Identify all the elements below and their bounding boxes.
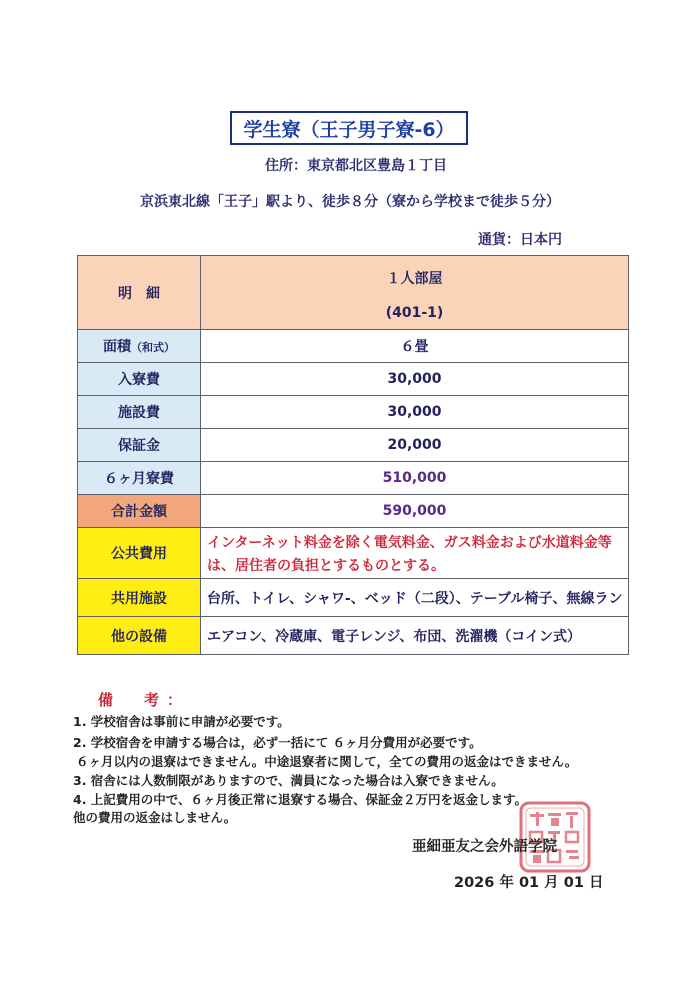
remarks-title: 備 考： bbox=[98, 691, 191, 709]
row-value-entry-fee: 30,000 bbox=[201, 363, 629, 396]
table-row bbox=[78, 462, 629, 495]
table-row bbox=[78, 363, 629, 396]
remark-line: ６ヶ月以内の退寮はできません。中途退寮者に関して，全ての費用の返金はできません。 bbox=[76, 754, 578, 769]
row-label-other-equipment: 他の設備 bbox=[78, 617, 201, 655]
room-type: １人部屋 bbox=[386, 271, 443, 287]
issue-date: 2026 年 01 月 01 日 bbox=[454, 875, 604, 891]
row-label-total: 合計金額 bbox=[78, 495, 201, 528]
row-value-deposit: 20,000 bbox=[201, 429, 629, 462]
row-label-six-month-fee: ６ヶ月寮費 bbox=[78, 462, 201, 495]
table-row bbox=[78, 617, 629, 655]
row-value-shared-facilities: 台所、トイレ、シャワ-、ベッド（二段）、テーブル椅子、無線ラン bbox=[201, 579, 629, 617]
row-value-utilities bbox=[201, 528, 629, 579]
room-number: (401-1) bbox=[385, 305, 444, 321]
row-label-deposit: 保証金 bbox=[78, 429, 201, 462]
remark-line: 2. 学校宿舎を申請する場合は，必ず一括にて ６ヶ月分費用が必要です。 bbox=[73, 735, 482, 750]
row-label-area bbox=[78, 330, 201, 363]
remark-line: 他の費用の返金はしません。 bbox=[73, 810, 237, 825]
row-value-facility-fee: 30,000 bbox=[201, 396, 629, 429]
school-name: 亜細亜友之会外語学院 bbox=[412, 839, 557, 855]
room-header bbox=[201, 256, 629, 330]
currency-text: 通貨：日本円 bbox=[478, 232, 562, 248]
table-row bbox=[78, 429, 629, 462]
fee-table bbox=[77, 255, 629, 655]
row-value-area: ６畳 bbox=[201, 330, 629, 363]
header-label: 明 細 bbox=[78, 256, 201, 330]
row-value-six-month-fee: 510,000 bbox=[201, 462, 629, 495]
row-label-utilities: 公共費用 bbox=[78, 528, 201, 579]
page-title: 学生寮（王子男子寮-6） bbox=[230, 111, 468, 145]
table-row bbox=[78, 528, 629, 579]
row-label-shared-facilities: 共用施設 bbox=[78, 579, 201, 617]
remark-line: 3. 宿舎には人数制限がありますので、満員になった場合は入寮できません。 bbox=[73, 773, 504, 788]
row-label-facility-fee: 施設費 bbox=[78, 396, 201, 429]
remark-line: 4. 上記費用の中で、６ヶ月後正常に退寮する場合、保証金２万円を返金します。 bbox=[73, 792, 528, 807]
table-row bbox=[78, 495, 629, 528]
area-label-note: （和式） bbox=[131, 341, 175, 354]
utilities-line-1: インターネット料金を除く電気料金、ガス料金および水道料金等 bbox=[207, 534, 612, 551]
table-row bbox=[78, 396, 629, 429]
row-value-total: 590,000 bbox=[201, 495, 629, 528]
table-header-row bbox=[78, 256, 629, 330]
row-value-other-equipment: エアコン、冷蔵庫、電子レンジ、布団、洗濯機（コイン式） bbox=[201, 617, 629, 655]
utilities-line-2: は、居住者の負担とするものとする。 bbox=[207, 557, 445, 574]
area-label: 面積 bbox=[103, 339, 131, 355]
access-text: 京浜東北線「王子」駅より、徒歩８分（寮から学校まで徒歩５分） bbox=[140, 194, 560, 210]
remark-line: 1. 学校宿舎は事前に申請が必要です。 bbox=[73, 714, 290, 729]
address-text: 住所：東京都北区豊島１丁目 bbox=[265, 158, 447, 174]
table-row bbox=[78, 330, 629, 363]
row-label-entry-fee: 入寮費 bbox=[78, 363, 201, 396]
table-row bbox=[78, 579, 629, 617]
